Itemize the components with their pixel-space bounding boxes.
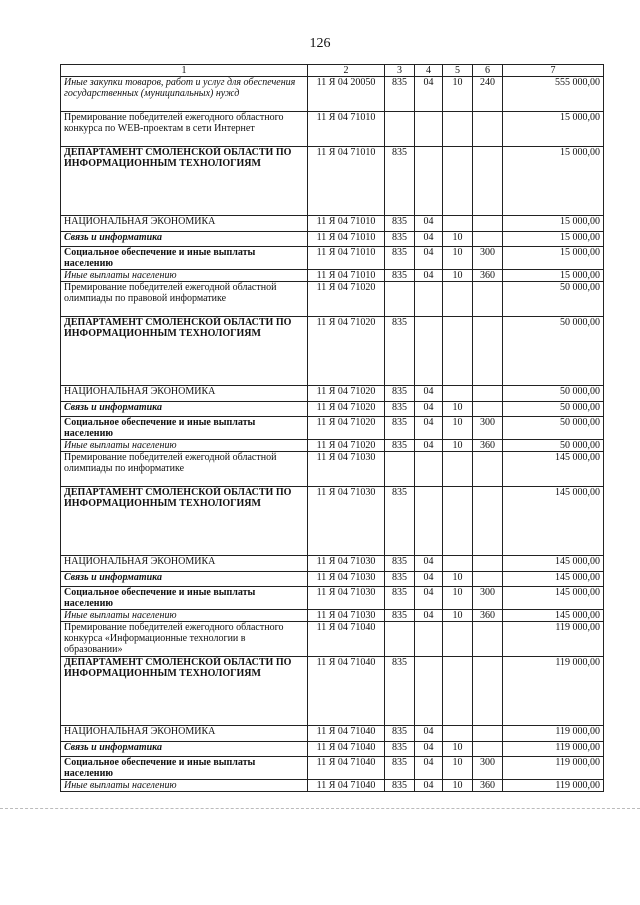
department-code-cell: 835	[385, 270, 415, 282]
amount-cell: 50 000,00	[503, 402, 604, 417]
row-name-cell: Иные выплаты населению	[61, 610, 308, 622]
table-row	[61, 77, 604, 112]
amount-cell: 145 000,00	[503, 610, 604, 622]
section-code-cell	[415, 317, 443, 386]
expense-type-cell	[473, 386, 503, 402]
department-code-cell	[385, 112, 415, 147]
expense-type-cell	[473, 657, 503, 726]
target-code-cell: 11 Я 04 71020	[308, 402, 385, 417]
expense-type-cell	[473, 112, 503, 147]
row-name-cell: Иные выплаты населению	[61, 780, 308, 792]
section-code-cell: 04	[415, 417, 443, 440]
section-code-cell: 04	[415, 247, 443, 270]
table-row	[61, 610, 604, 622]
department-code-cell: 835	[385, 147, 415, 216]
amount-cell: 15 000,00	[503, 147, 604, 216]
subsection-code-cell	[443, 556, 473, 572]
budget-table	[60, 64, 604, 792]
department-code-cell: 835	[385, 232, 415, 247]
expense-type-cell: 360	[473, 780, 503, 792]
target-code-cell: 11 Я 04 71020	[308, 417, 385, 440]
table-row	[61, 622, 604, 657]
target-code-cell: 11 Я 04 71040	[308, 622, 385, 657]
section-code-cell	[415, 452, 443, 487]
department-code-cell	[385, 452, 415, 487]
target-code-cell: 11 Я 04 71030	[308, 572, 385, 587]
row-name-cell: Премирование победителей ежегодной областной олимпиады по правовой информатике	[61, 282, 308, 317]
section-code-cell: 04	[415, 610, 443, 622]
target-code-cell: 11 Я 04 71040	[308, 726, 385, 742]
header-cell: 7	[503, 65, 604, 77]
expense-type-cell	[473, 282, 503, 317]
table-row	[61, 726, 604, 742]
table-row	[61, 657, 604, 726]
amount-cell: 145 000,00	[503, 556, 604, 572]
subsection-code-cell: 10	[443, 610, 473, 622]
subsection-code-cell: 10	[443, 270, 473, 282]
amount-cell: 145 000,00	[503, 452, 604, 487]
expense-type-cell: 360	[473, 270, 503, 282]
section-code-cell	[415, 487, 443, 556]
expense-type-cell: 360	[473, 610, 503, 622]
section-code-cell: 04	[415, 216, 443, 232]
row-name-cell: ДЕПАРТАМЕНТ СМОЛЕНСКОЙ ОБЛАСТИ ПО ИНФОРМАЦИОННЫМ ТЕХНОЛОГИЯМ	[61, 657, 308, 726]
table-row	[61, 556, 604, 572]
department-code-cell	[385, 282, 415, 317]
amount-cell: 15 000,00	[503, 232, 604, 247]
target-code-cell: 11 Я 04 71010	[308, 247, 385, 270]
subsection-code-cell	[443, 622, 473, 657]
table-header-row	[61, 65, 604, 77]
target-code-cell: 11 Я 04 71030	[308, 487, 385, 556]
department-code-cell: 835	[385, 317, 415, 386]
expense-type-cell: 300	[473, 757, 503, 780]
amount-cell: 50 000,00	[503, 317, 604, 386]
header-cell: 2	[308, 65, 385, 77]
target-code-cell: 11 Я 04 71010	[308, 147, 385, 216]
subsection-code-cell	[443, 386, 473, 402]
subsection-code-cell	[443, 112, 473, 147]
table-row	[61, 402, 604, 417]
department-code-cell: 835	[385, 726, 415, 742]
section-code-cell: 04	[415, 757, 443, 780]
section-code-cell	[415, 622, 443, 657]
expense-type-cell	[473, 572, 503, 587]
subsection-code-cell: 10	[443, 587, 473, 610]
expense-type-cell: 300	[473, 417, 503, 440]
row-name-cell: НАЦИОНАЛЬНАЯ ЭКОНОМИКА	[61, 386, 308, 402]
subsection-code-cell	[443, 657, 473, 726]
row-name-cell: Премирование победителей ежегодного областного конкурса по WEB-проектам в сети Интернет	[61, 112, 308, 147]
table-row	[61, 587, 604, 610]
subsection-code-cell: 10	[443, 780, 473, 792]
target-code-cell: 11 Я 04 71010	[308, 216, 385, 232]
expense-type-cell: 300	[473, 587, 503, 610]
target-code-cell: 11 Я 04 71030	[308, 452, 385, 487]
amount-cell: 119 000,00	[503, 726, 604, 742]
table-row	[61, 270, 604, 282]
target-code-cell: 11 Я 04 71030	[308, 556, 385, 572]
amount-cell: 119 000,00	[503, 622, 604, 657]
department-code-cell: 835	[385, 587, 415, 610]
amount-cell: 555 000,00	[503, 77, 604, 112]
expense-type-cell	[473, 556, 503, 572]
department-code-cell: 835	[385, 77, 415, 112]
section-code-cell: 04	[415, 587, 443, 610]
row-name-cell: Социальное обеспечение и иные выплаты населению	[61, 757, 308, 780]
row-name-cell: НАЦИОНАЛЬНАЯ ЭКОНОМИКА	[61, 556, 308, 572]
target-code-cell: 11 Я 04 71030	[308, 587, 385, 610]
subsection-code-cell	[443, 487, 473, 556]
header-cell: 6	[473, 65, 503, 77]
section-code-cell: 04	[415, 77, 443, 112]
amount-cell: 119 000,00	[503, 780, 604, 792]
row-name-cell: ДЕПАРТАМЕНТ СМОЛЕНСКОЙ ОБЛАСТИ ПО ИНФОРМАЦИОННЫМ ТЕХНОЛОГИЯМ	[61, 487, 308, 556]
table-row	[61, 487, 604, 556]
subsection-code-cell: 10	[443, 247, 473, 270]
target-code-cell: 11 Я 04 71040	[308, 780, 385, 792]
amount-cell: 119 000,00	[503, 657, 604, 726]
expense-type-cell	[473, 317, 503, 386]
table-row	[61, 572, 604, 587]
department-code-cell: 835	[385, 742, 415, 757]
section-code-cell	[415, 282, 443, 317]
table-row	[61, 780, 604, 792]
department-code-cell: 835	[385, 386, 415, 402]
department-code-cell: 835	[385, 487, 415, 556]
section-code-cell: 04	[415, 726, 443, 742]
department-code-cell: 835	[385, 402, 415, 417]
department-code-cell: 835	[385, 657, 415, 726]
expense-type-cell	[473, 402, 503, 417]
subsection-code-cell	[443, 452, 473, 487]
table-row	[61, 757, 604, 780]
subsection-code-cell: 10	[443, 232, 473, 247]
amount-cell: 15 000,00	[503, 112, 604, 147]
header-cell: 4	[415, 65, 443, 77]
amount-cell: 50 000,00	[503, 282, 604, 317]
target-code-cell: 11 Я 04 71040	[308, 657, 385, 726]
row-name-cell: Иные закупки товаров, работ и услуг для обеспечения государственных (муниципальных) нужд	[61, 77, 308, 112]
section-code-cell	[415, 147, 443, 216]
target-code-cell: 11 Я 04 71040	[308, 742, 385, 757]
department-code-cell: 835	[385, 572, 415, 587]
amount-cell: 15 000,00	[503, 270, 604, 282]
row-name-cell: Связь и информатика	[61, 742, 308, 757]
page-edge-line	[0, 808, 640, 809]
expense-type-cell	[473, 232, 503, 247]
table-row	[61, 247, 604, 270]
table-row	[61, 216, 604, 232]
amount-cell: 50 000,00	[503, 386, 604, 402]
target-code-cell: 11 Я 04 71040	[308, 757, 385, 780]
row-name-cell: Связь и информатика	[61, 572, 308, 587]
department-code-cell: 835	[385, 757, 415, 780]
department-code-cell: 835	[385, 216, 415, 232]
page-number: 126	[309, 36, 331, 51]
subsection-code-cell	[443, 216, 473, 232]
header-cell: 3	[385, 65, 415, 77]
department-code-cell: 835	[385, 780, 415, 792]
target-code-cell: 11 Я 04 71010	[308, 232, 385, 247]
table-row	[61, 112, 604, 147]
subsection-code-cell: 10	[443, 77, 473, 112]
expense-type-cell	[473, 147, 503, 216]
subsection-code-cell	[443, 147, 473, 216]
department-code-cell: 835	[385, 610, 415, 622]
amount-cell: 50 000,00	[503, 440, 604, 452]
subsection-code-cell: 10	[443, 742, 473, 757]
subsection-code-cell: 10	[443, 402, 473, 417]
subsection-code-cell	[443, 282, 473, 317]
amount-cell: 119 000,00	[503, 742, 604, 757]
section-code-cell: 04	[415, 402, 443, 417]
department-code-cell: 835	[385, 556, 415, 572]
table-row	[61, 452, 604, 487]
section-code-cell: 04	[415, 440, 443, 452]
subsection-code-cell	[443, 726, 473, 742]
table-row	[61, 417, 604, 440]
expense-type-cell	[473, 452, 503, 487]
expense-type-cell: 360	[473, 440, 503, 452]
row-name-cell: Связь и информатика	[61, 402, 308, 417]
department-code-cell: 835	[385, 417, 415, 440]
target-code-cell: 11 Я 04 71020	[308, 386, 385, 402]
row-name-cell: Социальное обеспечение и иные выплаты населению	[61, 587, 308, 610]
section-code-cell	[415, 657, 443, 726]
row-name-cell: Социальное обеспечение и иные выплаты населению	[61, 417, 308, 440]
row-name-cell: Социальное обеспечение и иные выплаты населению	[61, 247, 308, 270]
amount-cell: 15 000,00	[503, 247, 604, 270]
row-name-cell: Иные выплаты населению	[61, 440, 308, 452]
row-name-cell: Премирование победителей ежегодной областной олимпиады по информатике	[61, 452, 308, 487]
section-code-cell: 04	[415, 556, 443, 572]
target-code-cell: 11 Я 04 71020	[308, 317, 385, 386]
table-row	[61, 317, 604, 386]
amount-cell: 15 000,00	[503, 216, 604, 232]
row-name-cell: ДЕПАРТАМЕНТ СМОЛЕНСКОЙ ОБЛАСТИ ПО ИНФОРМАЦИОННЫМ ТЕХНОЛОГИЯМ	[61, 317, 308, 386]
section-code-cell: 04	[415, 270, 443, 282]
amount-cell: 119 000,00	[503, 757, 604, 780]
department-code-cell: 835	[385, 247, 415, 270]
amount-cell: 50 000,00	[503, 417, 604, 440]
amount-cell: 145 000,00	[503, 587, 604, 610]
section-code-cell: 04	[415, 780, 443, 792]
table-row	[61, 282, 604, 317]
expense-type-cell: 240	[473, 77, 503, 112]
target-code-cell: 11 Я 04 71010	[308, 270, 385, 282]
target-code-cell: 11 Я 04 20050	[308, 77, 385, 112]
section-code-cell: 04	[415, 572, 443, 587]
expense-type-cell	[473, 726, 503, 742]
subsection-code-cell: 10	[443, 417, 473, 440]
row-name-cell: Премирование победителей ежегодного областного конкурса «Информационные технологии в образовании»	[61, 622, 308, 657]
row-name-cell: ДЕПАРТАМЕНТ СМОЛЕНСКОЙ ОБЛАСТИ ПО ИНФОРМАЦИОННЫМ ТЕХНОЛОГИЯМ	[61, 147, 308, 216]
department-code-cell: 835	[385, 440, 415, 452]
table-row	[61, 440, 604, 452]
row-name-cell: НАЦИОНАЛЬНАЯ ЭКОНОМИКА	[61, 726, 308, 742]
section-code-cell	[415, 112, 443, 147]
target-code-cell: 11 Я 04 71020	[308, 440, 385, 452]
target-code-cell: 11 Я 04 71010	[308, 112, 385, 147]
subsection-code-cell: 10	[443, 440, 473, 452]
amount-cell: 145 000,00	[503, 572, 604, 587]
table-row	[61, 742, 604, 757]
target-code-cell: 11 Я 04 71020	[308, 282, 385, 317]
row-name-cell: Иные выплаты населению	[61, 270, 308, 282]
table-row	[61, 386, 604, 402]
subsection-code-cell: 10	[443, 572, 473, 587]
header-cell: 1	[61, 65, 308, 77]
expense-type-cell: 300	[473, 247, 503, 270]
section-code-cell: 04	[415, 386, 443, 402]
expense-type-cell	[473, 216, 503, 232]
section-code-cell: 04	[415, 232, 443, 247]
department-code-cell	[385, 622, 415, 657]
section-code-cell: 04	[415, 742, 443, 757]
subsection-code-cell	[443, 317, 473, 386]
table-row	[61, 147, 604, 216]
row-name-cell: Связь и информатика	[61, 232, 308, 247]
amount-cell: 145 000,00	[503, 487, 604, 556]
subsection-code-cell: 10	[443, 757, 473, 780]
target-code-cell: 11 Я 04 71030	[308, 610, 385, 622]
header-cell: 5	[443, 65, 473, 77]
row-name-cell: НАЦИОНАЛЬНАЯ ЭКОНОМИКА	[61, 216, 308, 232]
expense-type-cell	[473, 622, 503, 657]
expense-type-cell	[473, 742, 503, 757]
expense-type-cell	[473, 487, 503, 556]
table-row	[61, 232, 604, 247]
